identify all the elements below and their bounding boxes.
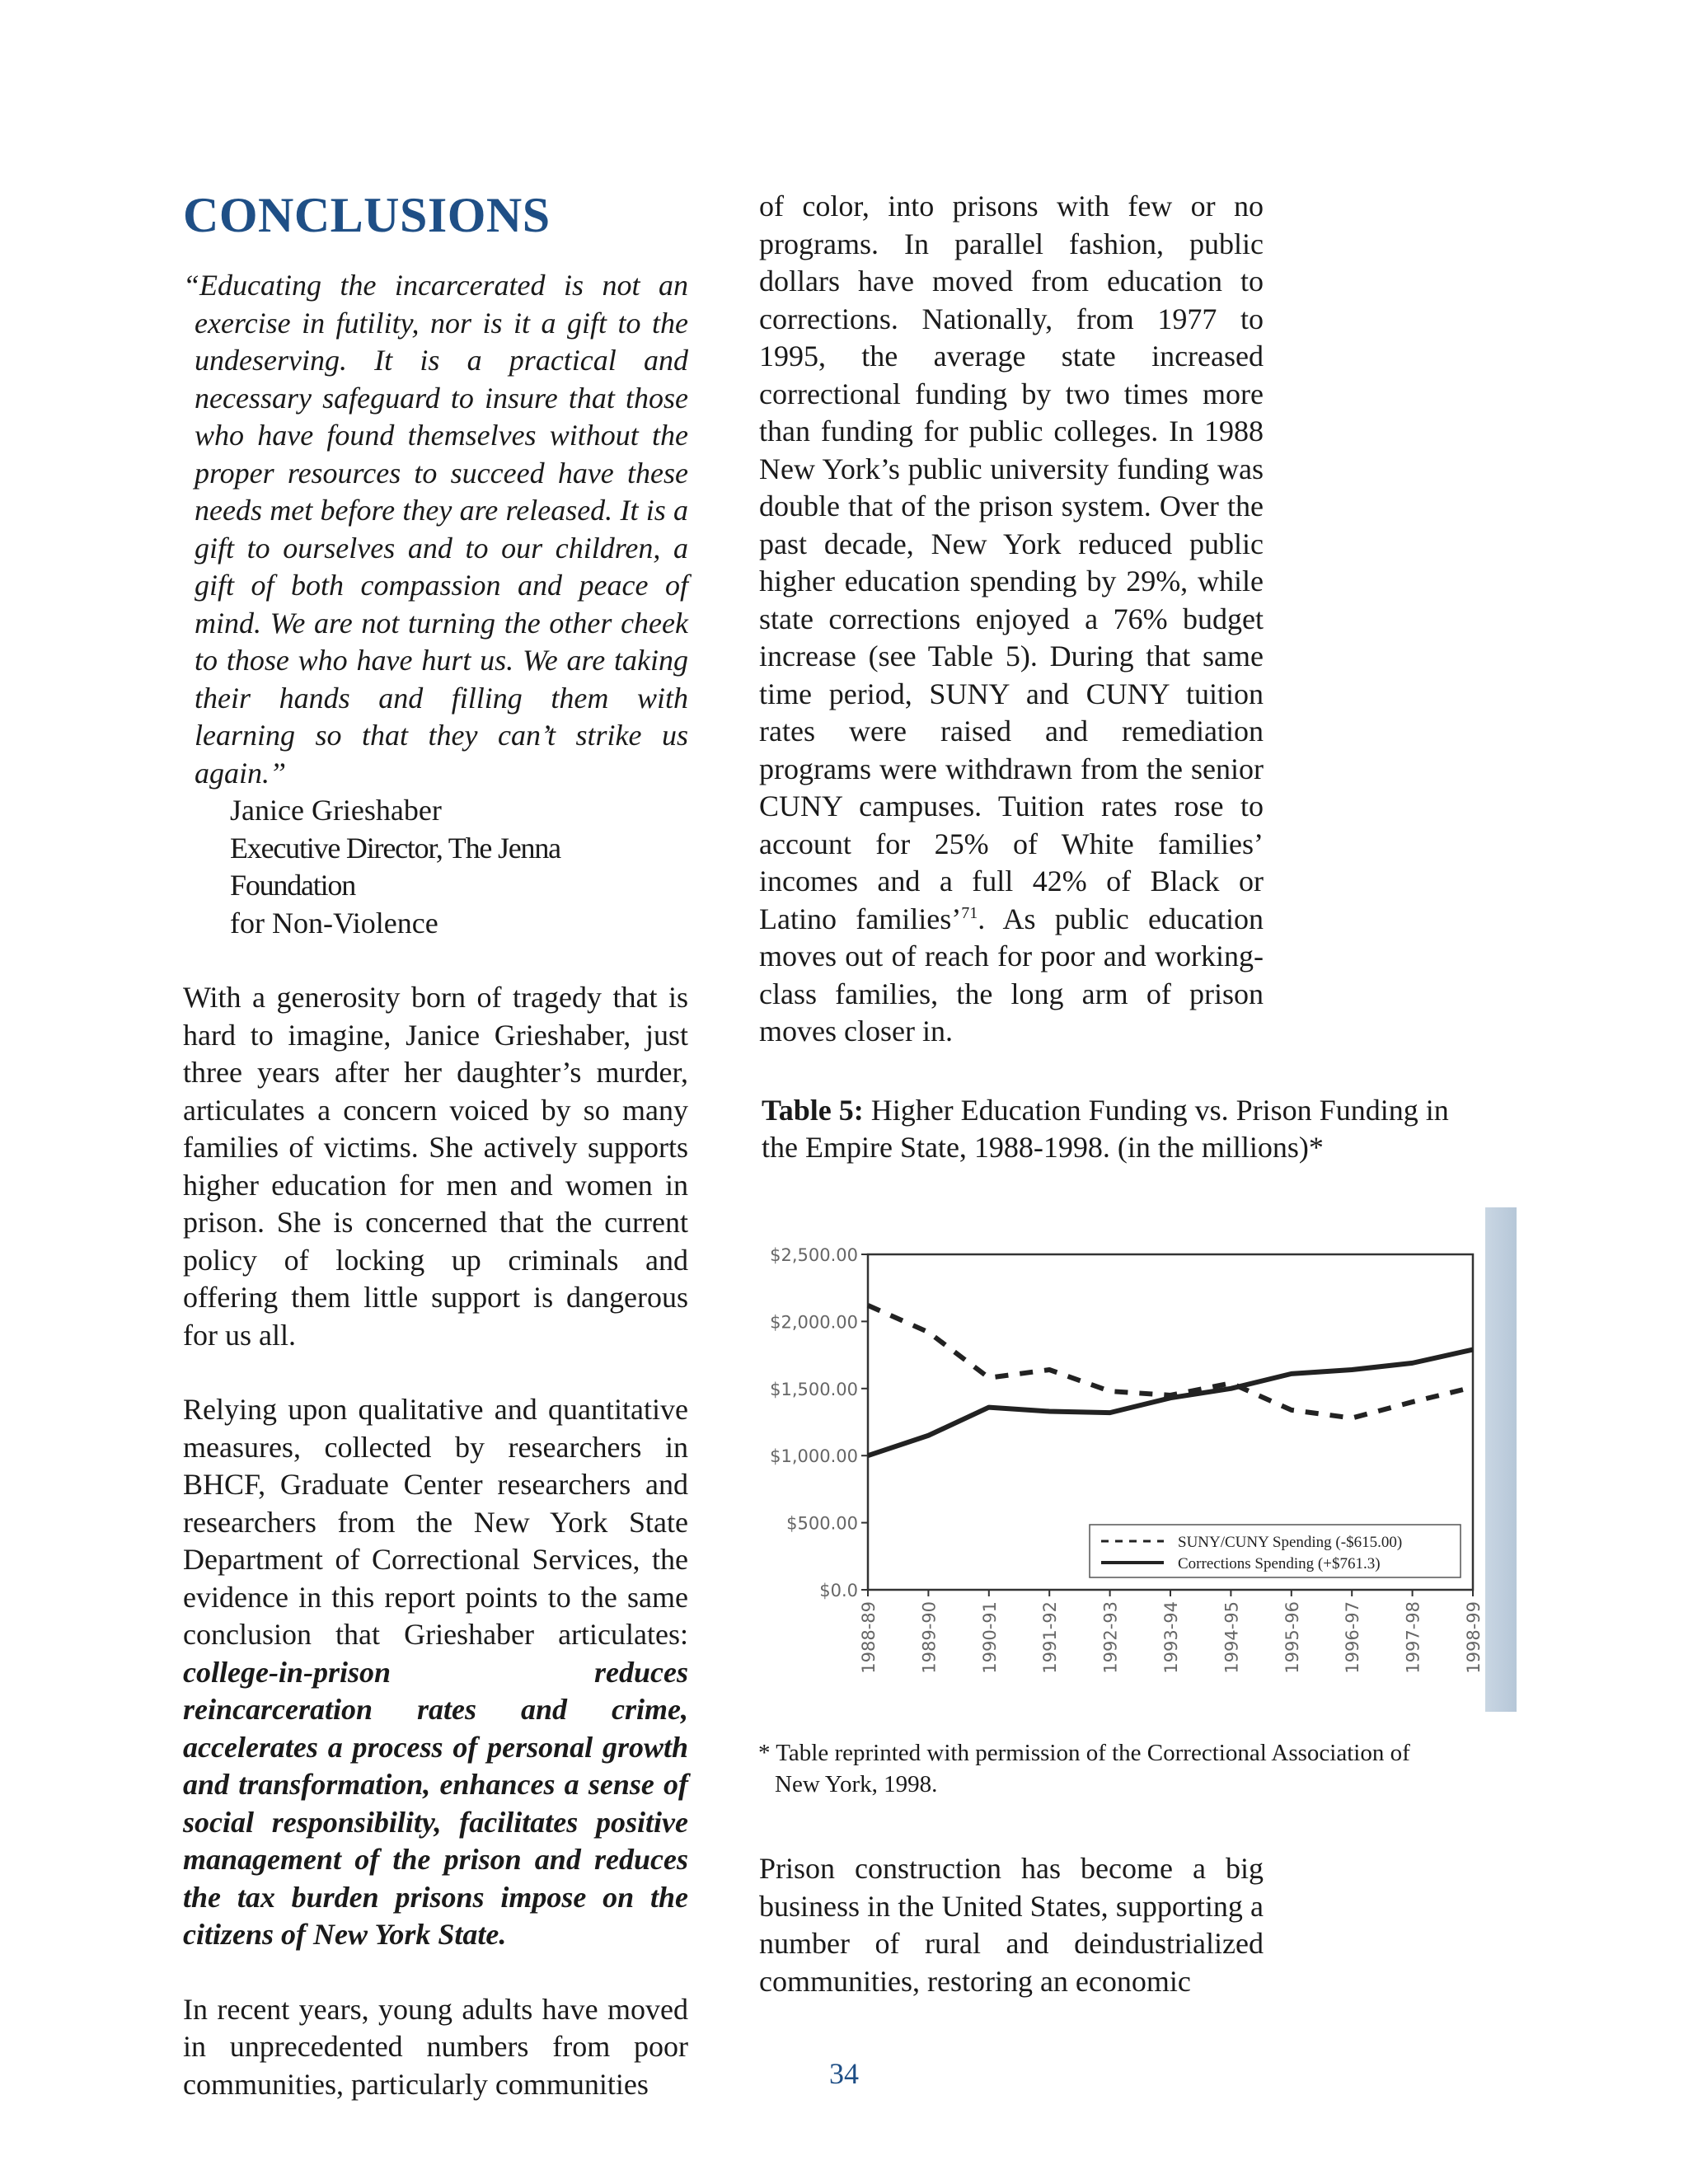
paragraph — [759, 188, 1264, 1051]
paragraph-text: of color, into prisons with few or no programs. In parallel fashion, public dollars have moved from education to corrections. Nationally, from 1977 to 1995, the average state increased correctional funding by two times more than funding for public colleges. In 1988 New York’s public university funding was double that of the prison system. Over the past decade, New York reduced public higher education spending by 29%, while state corrections enjoyed a 76% budget increase (see Table 5). During that same time period, SUNY and CUNY tuition rates were raised and remediation programs were withdrawn from the senior CUNY campuses. Tuition rates rose to account for 25% of White families’ incomes and a full 42% of Black or Latino families’ — [759, 190, 1264, 935]
paragraph-text: Relying upon qualitative and quantitative measures, collected by researchers in BHCF, Graduate Center researchers and researchers from the New York State Department of Correctional Services, the evidence in this report points to the same conclusion that Grieshaber articulates: — [183, 1393, 688, 1651]
paragraph-text-cont: . As public education moves out of reach for poor and working-class families, the long arm of prison moves closer in. — [759, 902, 1264, 1047]
page-number: 34 — [829, 2057, 859, 2090]
y-tick-label: $0.0 — [819, 1581, 858, 1601]
paragraph — [183, 1391, 688, 1954]
corrections-series-line — [868, 1350, 1473, 1456]
y-tick-label: $2,000.00 — [770, 1312, 858, 1333]
y-tick-label: $2,500.00 — [770, 1245, 858, 1265]
table-footnote — [758, 1737, 1475, 1800]
x-tick-label: 1995-96 — [1282, 1601, 1302, 1674]
funding-chart — [725, 1203, 1517, 1714]
page-heading: CONCLUSIONS — [183, 188, 551, 242]
y-tick-label: $1,000.00 — [770, 1446, 858, 1467]
legend-label: SUNY/CUNY Spending (-$615.00) — [1178, 1534, 1403, 1551]
y-tick-label: $1,500.00 — [770, 1379, 858, 1399]
x-tick-label: 1994-95 — [1221, 1601, 1242, 1674]
x-tick-label: 1996-97 — [1343, 1601, 1363, 1674]
x-tick-label: 1991-92 — [1040, 1601, 1061, 1674]
suny-cuny-series-line — [868, 1305, 1473, 1418]
paragraph: Prison construction has become a big business in the United States, supporting a number of rural and deindustrialized communities, restoring an economic — [759, 1852, 1264, 1998]
x-tick-label: 1992-93 — [1100, 1601, 1121, 1674]
table-caption — [762, 1092, 1470, 1166]
x-tick-label: 1988-89 — [859, 1601, 879, 1674]
legend-label: Corrections Spending (+$761.3) — [1178, 1555, 1381, 1572]
quote-attribution — [183, 792, 688, 942]
footnote-reference: 71 — [961, 903, 978, 922]
quote-author-title-cont: for Non-Violence — [230, 906, 438, 940]
paragraph: With a generosity born of tragedy that is hard to imagine, Janice Grieshaber, just three years after her daughter’s murder, articulates a concern voiced by so many families of victims. She actively supports higher education for men and women in prison. She is concerned that the current policy of locking up criminals and offering them little support is dangerous for us all. — [183, 981, 688, 1352]
quote-author: Janice Grieshaber — [230, 794, 442, 827]
footnote-line: New York, 1998. — [775, 1771, 938, 1797]
x-tick-label: 1998-99 — [1464, 1601, 1484, 1674]
table-caption-text: Higher Education Funding vs. Prison Funding in the Empire State, 1988-1998. (in the millions)* — [762, 1094, 1449, 1164]
x-tick-label: 1990-91 — [979, 1601, 1000, 1674]
paragraph: In recent years, young adults have moved in unprecedented numbers from poor communities, particularly communities — [183, 1992, 688, 2101]
x-tick-label: 1989-90 — [919, 1601, 940, 1674]
quote-author-title: Executive Director, The Jenna Foundation — [230, 831, 560, 902]
quote-text: “Educating the incarcerated is not an exercise in futility, nor is it a gift to the undeserving. It is a practical and necessary safeguard to insure that those who have found themselves without the proper resources to succeed have these needs met before they are released. It is a gift to ourselves and to our children, a gift of both compassion and peace of mind. We are not turning the other cheek to those who have hurt us. We are taking their hands and filling them with learning so that they can’t strike us again.” — [183, 269, 688, 790]
footnote-line: * Table reprinted with permission of the Correctional Association of — [758, 1740, 1410, 1766]
x-tick-label: 1993-94 — [1161, 1601, 1181, 1674]
conclusion-emphasis: college-in-prison reduces reincarceration rates and crime, accelerates a process of personal growth and transformation, enhances a sense of social responsibility, facilitates positive management of the prison and reduces the tax burden prisons impose on the citizens of New York State. — [183, 1655, 688, 1951]
y-tick-label: $500.00 — [786, 1513, 858, 1534]
left-column — [183, 188, 688, 2103]
x-tick-label: 1997-98 — [1403, 1601, 1423, 1674]
table-label: Table 5: — [762, 1094, 864, 1127]
pull-quote — [183, 267, 688, 792]
right-column — [759, 188, 1264, 1051]
funding-chart-svg — [725, 1203, 1517, 1714]
